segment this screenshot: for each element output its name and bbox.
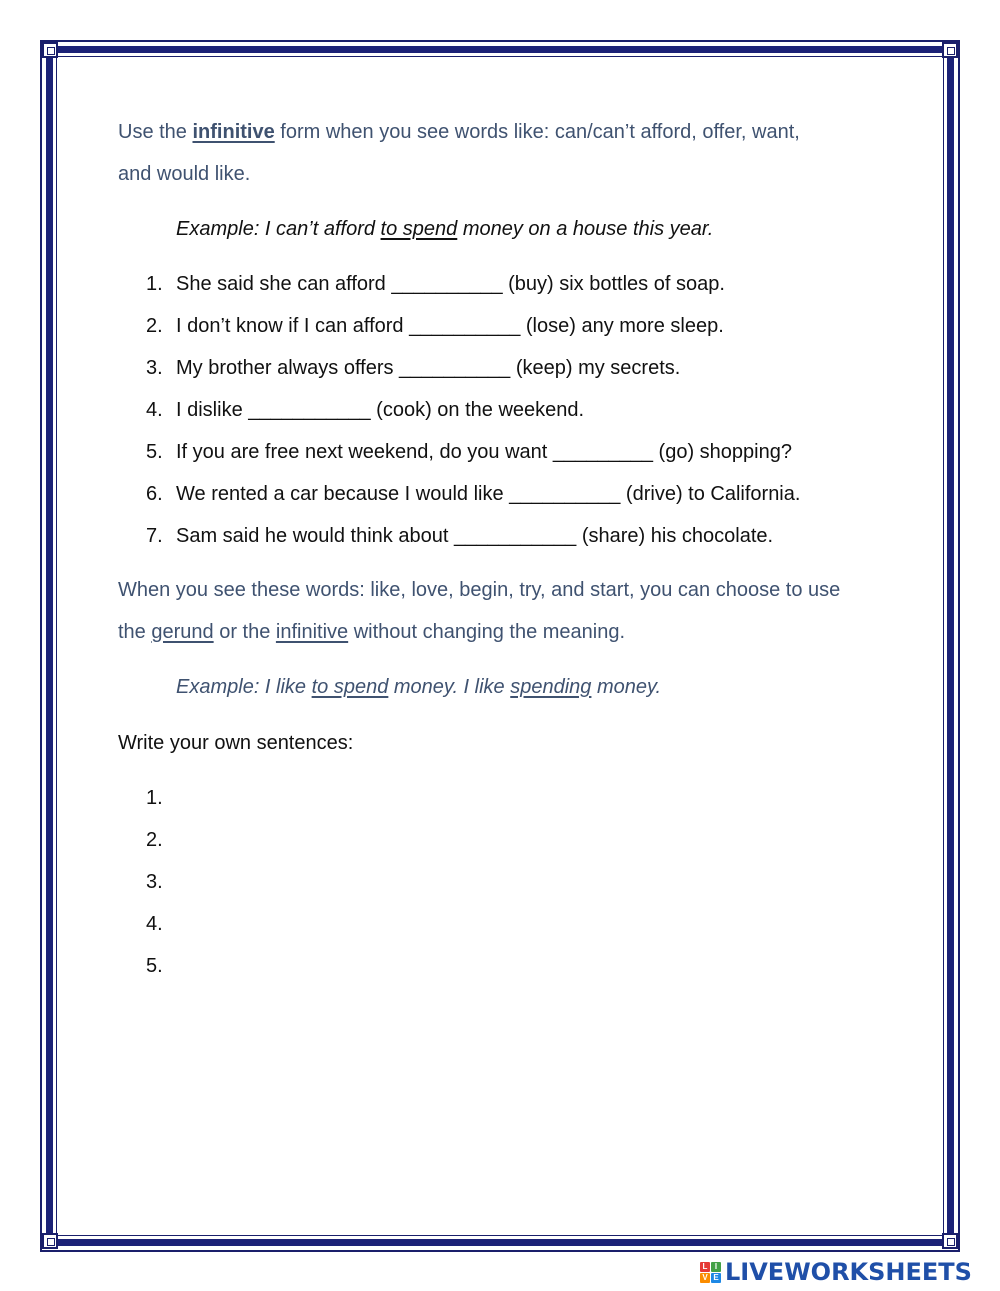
own-sentence-number: 4. <box>146 913 163 935</box>
example2 <box>176 675 661 699</box>
example1-text: Example: I can’t afford <box>176 218 381 240</box>
logo-text: LIVEWORKSHEETS <box>725 1258 972 1286</box>
exercise-text[interactable]: Sam said he would think about ___________ (share) his chocolate. <box>176 525 774 547</box>
example2-keyword: spending <box>510 676 592 698</box>
own-sentence-item[interactable] <box>118 954 176 978</box>
example2-keyword: to spend <box>311 676 389 698</box>
example1-keyword: to spend <box>380 218 458 240</box>
exercise-item <box>118 440 792 464</box>
example2-text: money. I like <box>388 676 511 698</box>
exercise-number: 5. <box>146 441 163 463</box>
exercise-text[interactable]: My brother always offers __________ (keep) my secrets. <box>176 357 681 379</box>
border-corner-ornament <box>942 42 958 58</box>
rule1-text: form when you see words like: can/can’t afford, offer, want, <box>274 121 800 143</box>
logo-tile: V <box>700 1273 710 1283</box>
exercise-text[interactable]: I dislike ___________ (cook) on the weekend. <box>176 399 585 421</box>
example1-text: money on a house this year. <box>457 218 714 240</box>
border-corner-ornament <box>942 1233 958 1249</box>
liveworksheets-logo <box>700 1257 972 1287</box>
own-sentence-item[interactable] <box>118 912 176 936</box>
write-heading: Write your own sentences: <box>118 732 354 754</box>
exercise-item <box>118 398 584 422</box>
border-corner-ornament <box>42 42 58 58</box>
exercise-number: 7. <box>146 525 163 547</box>
exercise-item <box>118 356 680 380</box>
exercise-text[interactable]: We rented a car because I would like __________ (drive) to California. <box>176 483 801 505</box>
exercise-number: 6. <box>146 483 163 505</box>
logo-tile: L <box>700 1262 710 1272</box>
own-sentence-number: 2. <box>146 829 163 851</box>
rule1-line1 <box>118 120 800 144</box>
exercise-item <box>118 482 800 506</box>
own-sentence-number: 3. <box>146 871 163 893</box>
exercise-text[interactable]: She said she can afford __________ (buy) six bottles of soap. <box>176 273 725 295</box>
exercise-item <box>118 314 724 338</box>
exercise-number: 4. <box>146 399 163 421</box>
rule2-text: or the <box>213 621 276 643</box>
own-sentence-item[interactable] <box>118 828 176 852</box>
rule2-line1: When you see these words: like, love, begin, try, and start, you can choose to use <box>118 579 841 601</box>
rule2-keyword-gerund: gerund <box>151 621 214 643</box>
own-sentence-number: 1. <box>146 787 163 809</box>
exercise-item <box>118 524 773 548</box>
exercise-number: 3. <box>146 357 163 379</box>
example1 <box>176 217 713 241</box>
border-corner-ornament <box>42 1233 58 1249</box>
example2-text: money. <box>591 676 662 698</box>
rule2-keyword-infinitive: infinitive <box>275 621 349 643</box>
rule1-text: Use the <box>118 121 193 143</box>
exercise-number: 2. <box>146 315 163 337</box>
exercise-number: 1. <box>146 273 163 295</box>
rule2-text: the <box>118 621 152 643</box>
rule2-text: without changing the meaning. <box>348 621 626 643</box>
rule1-line2: and would like. <box>118 163 251 185</box>
rule1-keyword: infinitive <box>192 121 275 143</box>
rule2-line2 <box>118 620 625 644</box>
own-sentence-number: 5. <box>146 955 163 977</box>
example2-text: Example: I like <box>176 676 312 698</box>
exercise-item <box>118 272 725 296</box>
exercise-text[interactable]: I don’t know if I can afford __________ (lose) any more sleep. <box>176 315 724 337</box>
logo-tiles-icon <box>700 1262 721 1283</box>
exercise-text[interactable]: If you are free next weekend, do you want _________ (go) shopping? <box>176 441 792 463</box>
own-sentence-item[interactable] <box>118 786 176 810</box>
own-sentence-item[interactable] <box>118 870 176 894</box>
logo-tile: E <box>711 1273 721 1283</box>
logo-tile: I <box>711 1262 721 1272</box>
